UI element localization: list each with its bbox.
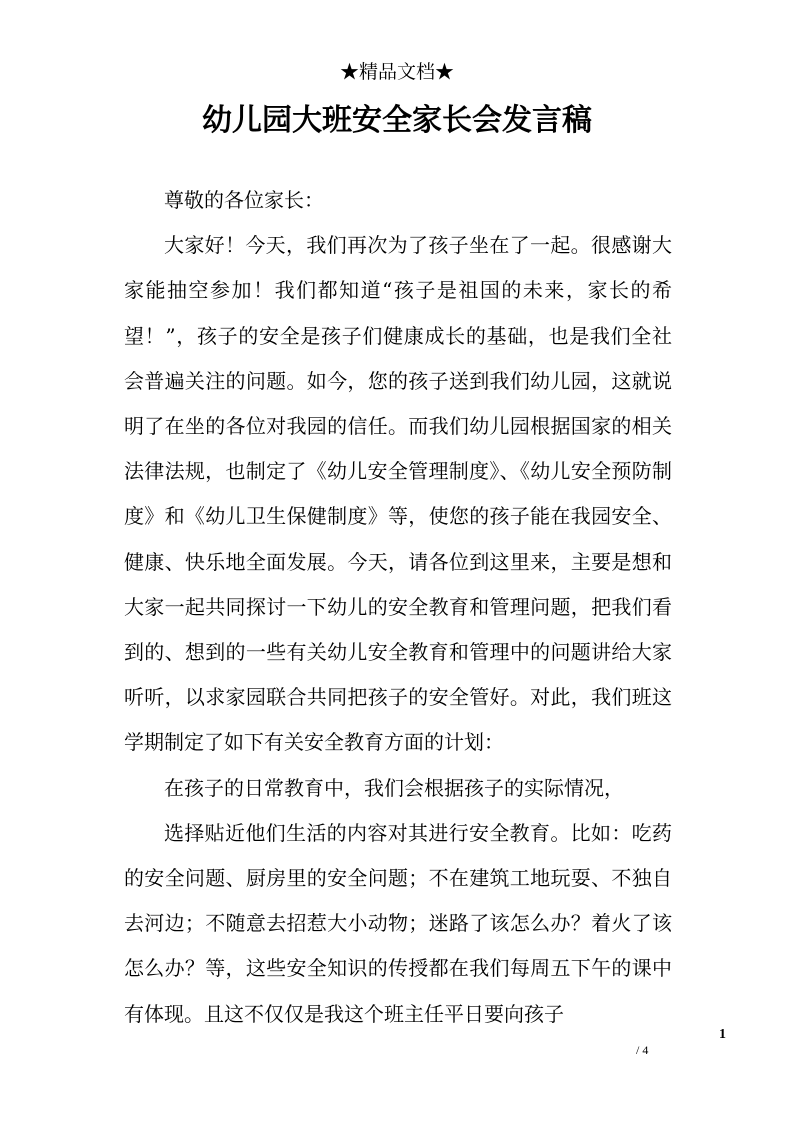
body-paragraph: 选择贴近他们生活的内容对其进行安全教育。比如：吃药的安全问题、厨房里的安全问题；不在建筑工地玩耍、不独自去河边；不随意去招惹大小动物；迷路了该怎么办？着火了该怎么办？等，这些安全知识的传授都在我们每周五下午的课中有体现。且这不仅仅是我这个班主任平日要向孩子 <box>124 820 672 1026</box>
page-header: ★精品文档★ <box>339 61 454 83</box>
page-number: 1 <box>719 1027 726 1042</box>
body-paragraph: 大家好！今天，我们再次为了孩子坐在了一起。很感谢大家能抽空参加！我们都知道“孩子是祖国的未来，家长的希望！”，孩子的安全是孩子们健康成长的基础，也是我们全社会普遍关注的问题。如今，您的孩子送到我们幼儿园，这就说明了在坐的各位对我园的信任。而我们幼儿园根据国家的相关法律法规，也制定了《幼儿安全管理制度》、《幼儿安全预防制度》和《幼儿卫生保健制度》等，使您的孩子能在我园安全、健康、快乐地全面发展。今天，请各位到这里来，主要是想和大家一起共同探讨一下幼儿的安全教育和管理问题，把我们看到的、想到的一些有关幼儿安全教育和管理中的问题讲给大家听听，以求家园联合共同把孩子的安全管好。对此，我们班这学期制定了如下有关安全教育方面的计划： <box>124 233 672 755</box>
body-paragraph: 在孩子的日常教育中，我们会根据孩子的实际情况， <box>164 775 624 800</box>
page-count: / 4 <box>636 1043 649 1057</box>
greeting-paragraph: 尊敬的各位家长： <box>164 188 324 212</box>
document-title: 幼儿园大班安全家长会发言稿 <box>202 103 592 138</box>
document-body <box>124 178 672 1037</box>
